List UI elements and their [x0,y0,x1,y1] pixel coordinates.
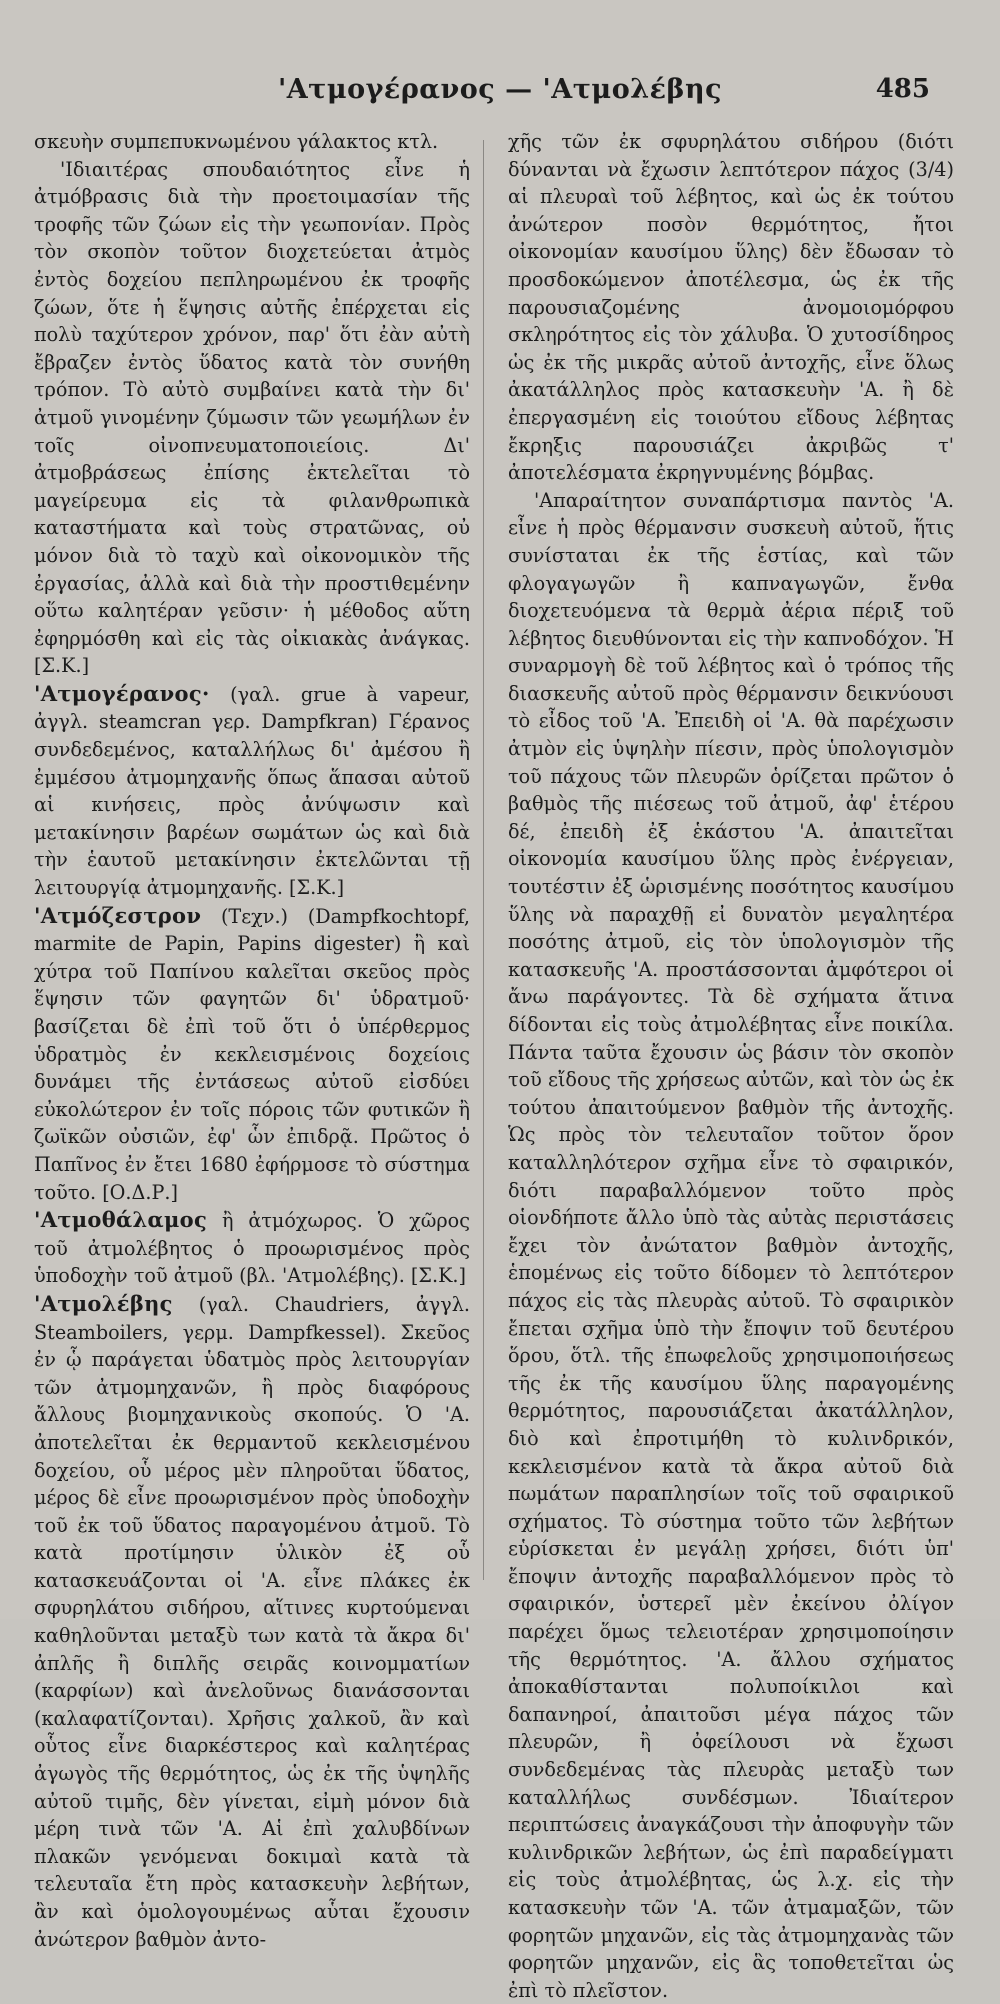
entry-text: (γαλ. grue à vapeur, ἀγγλ. steamcran γερ. Dampfkran) Γέρανος συνδεδεμένος, καταλλήλως δι' ἀμέσου ἢ ἐμμέσου ἀτμομηχανῆς ὅπως ἅπασαι αὐτοῦ αἱ κινήσεις, πρὸς ἀνύψωσιν καὶ μετακίνησιν βαρέων σωμάτων ὡς καὶ διὰ τὴν ἑαυτοῦ μετακίνησιν ἐκτελῶνται τῇ λειτουργίᾳ ἀτμομηχανῆς. [Σ.Κ.] [34,682,470,900]
paragraph: 'Ιδιαιτέρας σπουδαιότητος εἶνε ἡ ἀτμόβρασις διὰ τὴν προετοιμασίαν τῆς τροφῆς τῶν ζώων εἰς τὴν γεωπονίαν. Πρὸς τὸν σκοπὸν τοῦτον διοχετεύεται ἀτμὸς ἐντὸς δοχείου πεπληρωμένου ἐκ τροφῆς ζώων, ὅτε ἡ ἕψησις αὐτῆς ἐπέρχεται εἰς πολὺ ταχύτερον χρόνον, παρ' ὅτι ἐὰν αὐτὴ ἔβραζεν ἐντὸς ὕδατος κατὰ τὸν συνήθη τρόπον. Τὸ αὐτὸ συμβαίνει κατὰ τὴν δι' ἀτμοῦ γινομένην ζύμωσιν τῶν γεωμήλων ἐν τοῖς οἰνοπνευματοποιείοις. Δι' ἀτμοβράσεως ἐπίσης ἐκτελεῖται τὸ μαγείρευμα εἰς τὰ φιλανθρωπικὰ καταστήματα καὶ τοὺς στρατῶνας, οὐ μόνον διὰ τὸ ταχὺ καὶ οἰκονομικὸν τῆς ἐργασίας, ἀλλὰ καὶ διὰ τὴν προστιθεμένην οὕτω καλητέραν γεῦσιν· ἡ μέθοδος αὕτη ἐφηρμόσθη καὶ εἰς τὰς οἰκιακὰς ἀνάγκας. [Σ.Κ.] [34,157,470,678]
paragraph: σκευὴν συμπεπυκνωμένου γάλακτος κτλ. [34,130,439,153]
entry-lemma: 'Ατμοθάλαμος [34,1207,208,1233]
page-header [40,74,960,114]
left-column [34,128,470,1953]
entry-atmothalamos [34,1206,470,1290]
entry-text: (Τεχν.) (Dampfkochtopf, marmite de Papin, Papins digester) ἢ καὶ χύτρα τοῦ Παπίνου καλεῖται σκεῦος πρὸς ἕψησιν τῶν φαγητῶν δι' ὑδρατμοῦ· βασίζεται δὲ ἐπὶ τοῦ ὅτι ὁ ὑπέρθερμος ὑδρατμὸς ἐν κεκλεισμένοις δοχείοις δυνάμει τῆς ἐντάσεως αὐτοῦ εἰσδύει εὐκολώτερον ἐν τοῖς πόροις τῶν φυτικῶν ἢ ζωϊκῶν οὐσιῶν, ἐφ' ὧν ἐπιδρᾷ. Πρῶτος ὁ Παπῖνος ἐν ἔτει 1680 ἐφήρμοσε τὸ σύστημα τοῦτο. [Ο.Δ.Ρ.] [34,904,470,1204]
page-number: 485 [875,74,930,104]
column-divider [483,140,484,1580]
paragraph: 'Απαραίτητον συναπάρτισμα παντὸς 'Α. εἶνε ἡ πρὸς θέρμανσιν συσκευὴ αὐτοῦ, ἥτις συνίσταται ἐκ τῆς ἑστίας, καὶ τῶν φλογαγωγῶν ἢ καπναγωγῶν, ἔνθα διοχετευόμενα τὰ θερμὰ ἀέρια πέριξ τοῦ λέβητος διευθύνονται εἰς τὴν καπνοδόχον. Ἡ συναρμογὴ δὲ τοῦ λέβητος καὶ ὁ τρόπος τῆς διασκευῆς αὐτοῦ πρὸς θέρμανσιν δεικνύουσι τὸ εἶδος τοῦ 'Α. Ἐπειδὴ οἱ 'Α. θὰ παρέχωσιν ἀτμὸν εἰς ὑψηλὴν πίεσιν, πρὸς ὑπολογισμὸν τοῦ πάχους τῶν πλευρῶν ὁρίζεται πρῶτον ὁ βαθμὸς τῆς πιέσεως τοῦ ἀτμοῦ, ἀφ' ἑτέρου δέ, ἐπειδὴ ἐξ ἑκάστου 'Α. ἀπαιτεῖται οἰκονομία καυσίμου ὕλης πρὸς ἐνέργειαν, τουτέστιν ἐξ ὡρισμένης ποσότητος καυσίμου ὕλης νὰ παραχθῇ εἰ δυνατὸν μεγαλητέρα ποσότης ἀτμοῦ, εἰς τὸν ὑπολογισμὸν τῆς κατασκευῆς 'Α. προστάσσονται ἀμφότεροι οἱ ἄνω παράγοντες. Τὰ δὲ σχήματα ἅτινα δίδονται εἰς τοὺς ἀτμολέβητας εἶνε ποικίλα. Πάντα ταῦτα ἔχουσιν ὡς βάσιν τὸν σκοπὸν τοῦ εἴδους τῆς χρήσεως αὐτῶν, καὶ τὸν ὡς ἐκ τούτου ἀπαιτούμενον βαθμὸν τῆς ἀντοχῆς. Ὡς πρὸς τὸν τελευταῖον τοῦτον ὅρον καταλληλότερον σχῆμα εἶνε τὸ σφαιρικόν, διότι παραβαλλόμενον τοῦτο πρὸς οἱονδήποτε ἄλλο ὑπὸ τὰς αὐτὰς περιστάσεις ἔχει τὸν ἀνώτατον βαθμὸν ἀντοχῆς, ἑπομένως εἰς τοῦτο δίδομεν τὸ λεπτότερον πάχος εἰς τὰς πλευρὰς αὐτοῦ. Τὸ σφαιρικὸν ἔπεται σχῆμα ὑπὸ τὴν ἔποψιν τοῦ δευτέρου ὅρου, ὅτλ. τῆς ἐπωφελοῦς χρησιμοποιήσεως τῆς ἐκ τῆς καυσίμου ὕλης παραγομένης θερμότητος, παρουσιάζεται ἀκατάλληλον, διὸ καὶ ἐπροτιμήθη τὸ κυλινδρικόν, κεκλεισμένον κατὰ τὰ ἄκρα αὐτοῦ διὰ πωμάτων παραπλησίων τοῖς τοῦ σφαιρικοῦ σχήματος. Τὸ σύστημα τοῦτο τῶν λεβήτων εὑρίσκεται ἐν μεγάλῃ χρήσει, διότι ὑπ' ἔποψιν ἀντοχῆς παραβαλλόμενον πρὸς τὸ σφαιρικόν, ὑστερεῖ μὲν ἐκείνου ὀλίγον παρέχει ὅμως τελειοτέραν χρησιμοποίησιν τῆς θερμότητος. 'Α. ἄλλου σχήματος ἀποκαθίστανται πολυποίκιλοι καὶ δαπανηροί, ἀπαιτοῦσι μέγα πάχος τῶν πλευρῶν, ἢ ὀφείλουσι νὰ ἔχωσι συνδεδεμένας τὰς πλευρὰς μεταξὺ των καταλλήλως συνδέσμων. Ἰδιαίτερον περιπτώσεις ἀναγκάζουσι τὴν ἀποφυγὴν τῶν κυλινδρικῶν λεβήτων, ὡς ἐπὶ παραδείγματι εἰς τοὺς ἀτμολέβητας, ὡς λ.χ. εἰς τὴν κατασκευὴν τῶν 'Α. τῶν ἀτμαμαξῶν, τῶν φορητῶν μηχανῶν, εἰς τὰς ἀτμομηχανὰς τῶν φορητῶν μηχανῶν, εἰς ἃς τοποθετεῖται ὡς ἐπὶ τὸ πλεῖστον. [508,488,954,2002]
entry-lemma: 'Ατμογέρανος· [34,680,210,706]
entry-atmozestron [34,902,470,1207]
entry-text: (γαλ. Chaudriers, ἀγγλ. Steamboilers, γερμ. Dampfkessel). Σκεῦος ἐν ᾧ παράγεται ὑδατμὸς πρὸς λειτουργίαν τῶν ἀτμομηχανῶν, ἢ πρὸς διαφόρους ἄλλους βιομηχανικοὺς σκοπούς. Ὁ 'Α. ἀποτελεῖται ἐκ θερμαντοῦ κεκλεισμένου δοχείου, οὗ μέρος μὲν πληροῦται ὕδατος, μέρος δὲ εἶνε προωρισμένον πρὸς ὑποδοχὴν τοῦ ἐκ τοῦ ὕδατος παραγομένου ἀτμοῦ. Τὸ κατὰ προτίμησιν ὑλικὸν ἐξ οὗ κατασκευάζονται οἱ 'Α. εἶνε πλάκες ἐκ σφυρηλάτου σιδήρου, αἵτινες κυρτούμεναι καθηλοῦνται μεταξὺ των κατὰ τὰ ἄκρα δι' ἀπλῆς ἢ διπλῆς σειρᾶς κοινομματίων (καρφίων) καὶ ἀνελοῦνως διανάσσονται (καλαφατίζονται). Χρῆσις χαλκοῦ, ἂν καὶ οὗτος εἶνε διαρκέστερος καὶ καλητέρας ἀγωγὸς τῆς θερμότητος, ὡς ἐκ τῆς ὑψηλῆς αὐτοῦ τιμῆς, δὲν γίνεται, εἰμὴ μόνον διὰ μέρη τινὰ τῶν 'Α. Αἱ ἐπὶ χαλυβδίνων πλακῶν γενόμεναι δοκιμαὶ κατὰ τὰ τελευταῖα ἔτη πρὸς κατασκευὴν λεβήτων, ἂν καὶ ὁμολογουμένως αὗται ἔχουσιν ἀνώτερον βαθμὸν ἀντο- [34,1292,470,1951]
entry-text: ἢ ἀτμόχωρος. Ὁ χῶρος τοῦ ἀτμολέβητος ὁ προωρισμένος πρὸς ὑποδοχὴν τοῦ ἀτμοῦ (βλ. 'Ατμολέβης). [Σ.Κ.] [34,1209,470,1288]
entry-atmogeranos [34,680,470,902]
running-head: 'Ατμογέρανος — 'Ατμολέβης [277,74,723,105]
right-column [508,128,954,2004]
entry-lemma: 'Ατμολέβης [34,1290,173,1316]
entry-lemma: 'Ατμόζεστρον [34,902,202,928]
paragraph: χῆς τῶν ἐκ σφυρηλάτου σιδήρου (διότι δύνανται νὰ ἔχωσιν λεπτότερον πάχος (3/4) αἱ πλευραὶ τοῦ λέβητος, καὶ ὡς ἐκ τούτου ἀνώτερον ποσὸν θερμότητος, ἤτοι οἰκονομίαν καυσίμου ὕλης) δὲν ἔδωσαν τὸ προσδοκώμενον ἀποτέλεσμα, ὡς ἐκ τῆς παρουσιαζομένης ἀνομοιομόρφου σκληρότητος εἰς τὸν χάλυβα. Ὁ χυτοσίδηρος ὡς ἐκ τῆς μικρᾶς αὐτοῦ ἀντοχῆς, εἶνε ὅλως ἀκατάλληλος πρὸς κατασκευὴν 'Α. ἢ δὲ ἐπεργασμένη εἰς τοιούτου εἴδους λέβητας ἔκρηξις παρουσιάζει ἀκριβῶς τ' ἀποτελέσματα ἐκρηγνυμένης βόμβας. [508,130,954,485]
entry-atmolevis [34,1290,470,1953]
